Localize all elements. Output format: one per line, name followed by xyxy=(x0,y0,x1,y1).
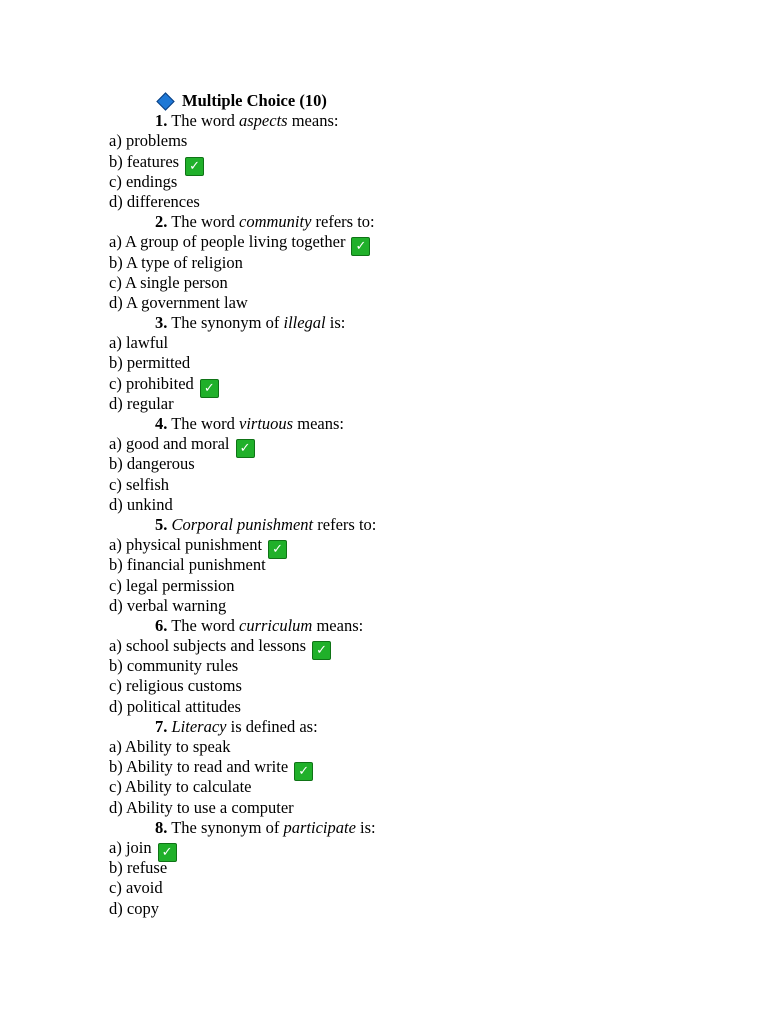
answer-option xyxy=(109,152,709,172)
question-text: is: xyxy=(325,313,346,333)
question-number: 2. xyxy=(155,212,168,232)
answer-option xyxy=(109,737,709,757)
green-check-icon: ✓ xyxy=(294,762,313,781)
question-text: means: xyxy=(293,414,344,433)
answer-option-text: a) good and moral xyxy=(109,434,230,454)
question-text: refers to: xyxy=(311,212,375,232)
answer-option-text: c) A single person xyxy=(109,272,228,292)
question-8 xyxy=(109,818,709,838)
answer-option xyxy=(109,636,709,659)
answer-option xyxy=(109,798,709,818)
green-check-icon: ✓ xyxy=(158,843,177,862)
question-text: The word xyxy=(167,212,240,232)
answer-option xyxy=(109,697,709,717)
question-text: The word xyxy=(167,615,240,635)
answer-option-text: b) dangerous xyxy=(109,454,195,474)
answer-option xyxy=(109,878,709,898)
section-heading xyxy=(109,91,709,111)
question-term: community xyxy=(239,212,312,232)
answer-option-text: d) regular xyxy=(109,393,174,413)
answer-option-text: c) avoid xyxy=(109,878,163,898)
answer-option-text: d) verbal warning xyxy=(109,595,227,615)
answer-option xyxy=(109,656,709,676)
question-number: 7. xyxy=(155,716,168,736)
quiz-content xyxy=(109,91,709,919)
question-term: curriculum xyxy=(239,615,313,635)
answer-option xyxy=(109,777,709,797)
question-term: participate xyxy=(283,817,356,837)
answer-option-text: d) political attitudes xyxy=(109,696,241,716)
answer-option-text: b) permitted xyxy=(109,353,191,373)
question-number: 6. xyxy=(155,615,168,635)
answer-option xyxy=(109,454,709,474)
answer-option-text: a) join xyxy=(109,837,152,857)
answer-option-text: d) A government law xyxy=(109,292,248,312)
answer-option xyxy=(109,576,709,596)
question-list xyxy=(109,111,709,919)
question-4 xyxy=(109,414,709,434)
question-5 xyxy=(109,515,709,535)
answer-option-text: c) endings xyxy=(109,171,178,191)
question-text: The synonym of xyxy=(167,817,284,837)
answer-option xyxy=(109,555,709,575)
answer-option-text: c) prohibited xyxy=(109,373,194,393)
question-text: The word xyxy=(167,414,240,433)
answer-option-text: a) lawful xyxy=(109,333,169,353)
question-term: Corporal punishment xyxy=(171,514,314,534)
question-text: refers to: xyxy=(313,514,377,534)
answer-option xyxy=(109,495,709,515)
answer-option-text: b) Ability to read and write xyxy=(109,757,289,777)
answer-option-text: b) financial punishment xyxy=(109,555,266,575)
question-text: The synonym of xyxy=(167,313,284,333)
question-text: means: xyxy=(312,615,364,635)
green-check-icon: ✓ xyxy=(351,237,370,256)
answer-option xyxy=(109,434,709,457)
question-number: 5. xyxy=(155,514,168,534)
answer-option-text: c) Ability to calculate xyxy=(109,777,252,797)
answer-option-text: a) Ability to speak xyxy=(109,737,231,756)
question-term: illegal xyxy=(283,313,326,333)
answer-option xyxy=(109,899,709,919)
answer-option xyxy=(109,596,709,616)
answer-option xyxy=(109,192,709,212)
answer-option-text: d) Ability to use a computer xyxy=(109,797,294,817)
green-check-icon: ✓ xyxy=(312,641,331,660)
green-check-icon: ✓ xyxy=(185,157,204,176)
answer-option-text: a) A group of people living together xyxy=(109,232,346,252)
question-number: 3. xyxy=(155,313,168,333)
answer-option xyxy=(109,535,709,558)
answer-option-text: b) features xyxy=(109,151,180,171)
question-term: aspects xyxy=(239,111,288,131)
question-term: virtuous xyxy=(239,414,294,433)
question-term: Literacy xyxy=(171,716,227,736)
question-text: is: xyxy=(355,817,376,837)
green-check-icon: ✓ xyxy=(236,439,255,458)
question-text: is defined as: xyxy=(226,716,318,736)
answer-option xyxy=(109,838,709,858)
answer-option-text: d) copy xyxy=(109,898,159,918)
question-text: means: xyxy=(287,111,339,131)
answer-option xyxy=(109,131,709,151)
answer-option-text: c) selfish xyxy=(109,474,170,494)
answer-option-text: a) problems xyxy=(109,131,188,151)
answer-option xyxy=(109,293,709,313)
question-number: 8. xyxy=(155,817,168,837)
answer-option xyxy=(109,232,709,255)
question-number: 4. xyxy=(155,414,168,433)
section-heading-text: Multiple Choice (10) xyxy=(182,91,327,110)
blue-diamond-icon xyxy=(156,92,174,110)
question-6 xyxy=(109,616,709,636)
answer-option xyxy=(109,676,709,696)
answer-option-text: d) differences xyxy=(109,191,200,211)
answer-option xyxy=(109,858,709,878)
answer-option-text: c) religious customs xyxy=(109,676,242,696)
answer-option xyxy=(109,253,709,273)
green-check-icon: ✓ xyxy=(268,540,287,559)
answer-option xyxy=(109,374,709,394)
answer-option xyxy=(109,273,709,293)
question-3 xyxy=(109,313,709,333)
question-7 xyxy=(109,717,709,737)
answer-option-text: d) unkind xyxy=(109,494,173,514)
answer-option-text: b) A type of religion xyxy=(109,252,243,272)
answer-option xyxy=(109,333,709,353)
answer-option xyxy=(109,394,709,414)
answer-option-text: b) refuse xyxy=(109,858,168,878)
answer-option xyxy=(109,475,709,495)
answer-option-text: c) legal permission xyxy=(109,575,235,595)
green-check-icon: ✓ xyxy=(200,379,219,398)
question-1 xyxy=(109,111,709,131)
answer-option-text: a) physical punishment xyxy=(109,535,263,555)
question-2 xyxy=(109,212,709,232)
answer-option xyxy=(109,353,709,373)
answer-option xyxy=(109,757,709,780)
answer-option-text: a) school subjects and lessons xyxy=(109,636,307,656)
question-number: 1. xyxy=(155,111,168,131)
question-text: The word xyxy=(167,111,240,131)
answer-option-text: b) community rules xyxy=(109,656,239,676)
